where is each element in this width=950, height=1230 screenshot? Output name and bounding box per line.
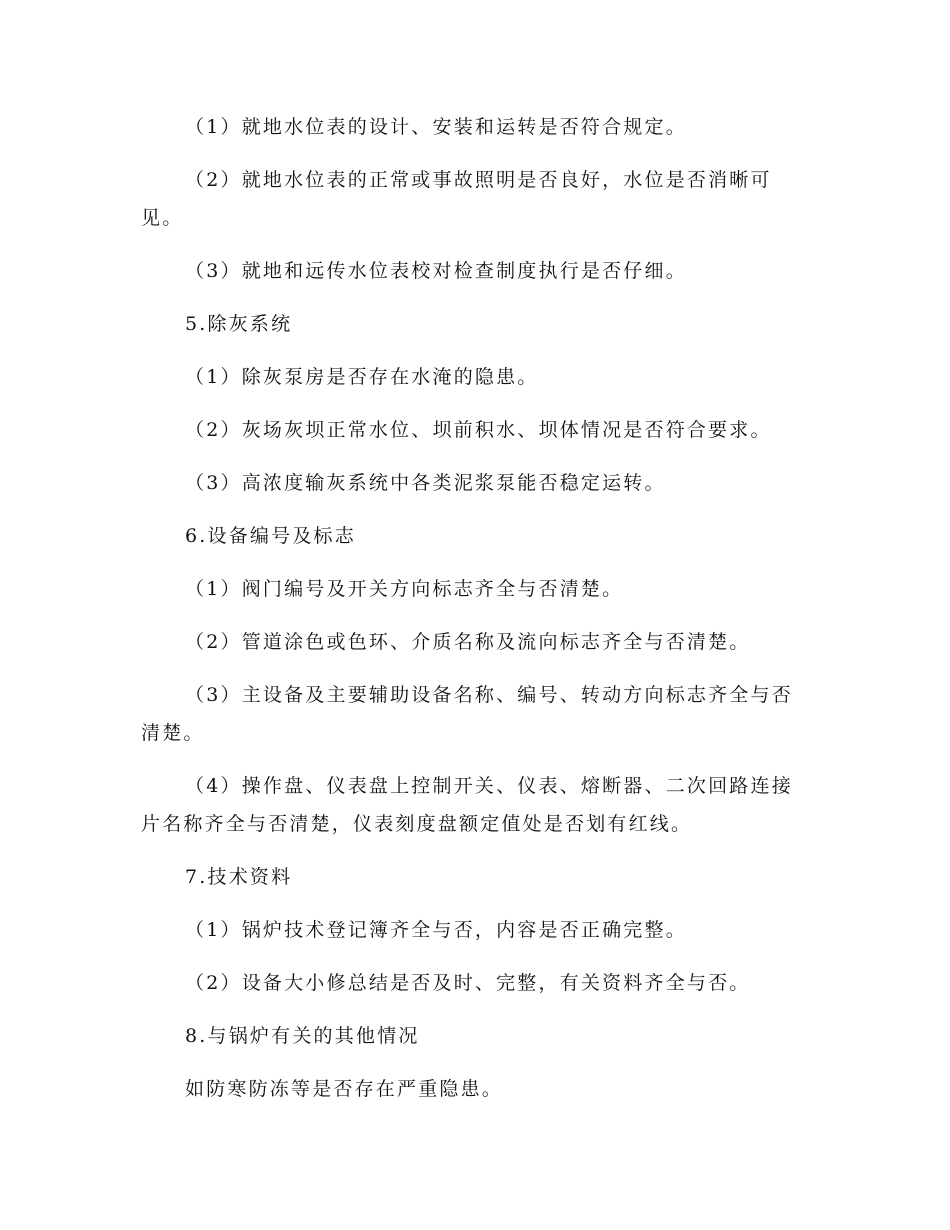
paragraph-water-gauge-check: （3）就地和远传水位表校对检查制度执行是否仔细。 [185,260,687,282]
paragraph-pipe-labels: （2）管道涂色或色环、介质名称及流向标志齐全与否清楚。 [185,631,751,653]
paragraph-ash-dam: （2）灰场灰坝正常水位、坝前积水、坝体情况是否符合要求。 [185,419,772,441]
section-heading-equipment-labels: 6.设备编号及标志 [185,525,356,547]
document-body [141,108,811,1123]
paragraph-valve-labels: （1）阀门编号及开关方向标志齐全与否清楚。 [185,578,624,600]
section-heading-other: 8.与锅炉有关的其他情况 [185,1025,420,1047]
paragraph-ash-pump-room: （1）除灰泵房是否存在水淹的隐患。 [185,366,539,388]
section-heading-technical-docs: 7.技术资料 [185,866,293,888]
paragraph-main-equipment-labels: （3）主设备及主要辅助设备名称、编号、转动方向标志齐全与否清楚。 [141,684,793,744]
paragraph-winter-protection: 如防寒防冻等是否存在严重隐患。 [185,1078,504,1100]
paragraph-water-gauge-design: （1）就地水位表的设计、安装和运转是否符合规定。 [185,116,687,138]
paragraph-slurry-pump: （3）高浓度输灰系统中各类泥浆泵能否稳定运转。 [185,472,666,494]
paragraph-water-gauge-lighting: （2）就地水位表的正常或事故照明是否良好，水位是否消晰可见。 [141,169,772,229]
paragraph-boiler-register: （1）锅炉技术登记簿齐全与否，内容是否正确完整。 [185,919,687,941]
section-heading-ash-removal: 5.除灰系统 [185,313,293,335]
paragraph-panel-labels: （4）操作盘、仪表盘上控制开关、仪表、熔断器、二次回路连接片名称齐全与否清楚，仪表刻度盘额定值处是否划有红线。 [141,775,793,835]
paragraph-overhaul-summary: （2）设备大小修总结是否及时、完整，有关资料齐全与否。 [185,972,751,994]
